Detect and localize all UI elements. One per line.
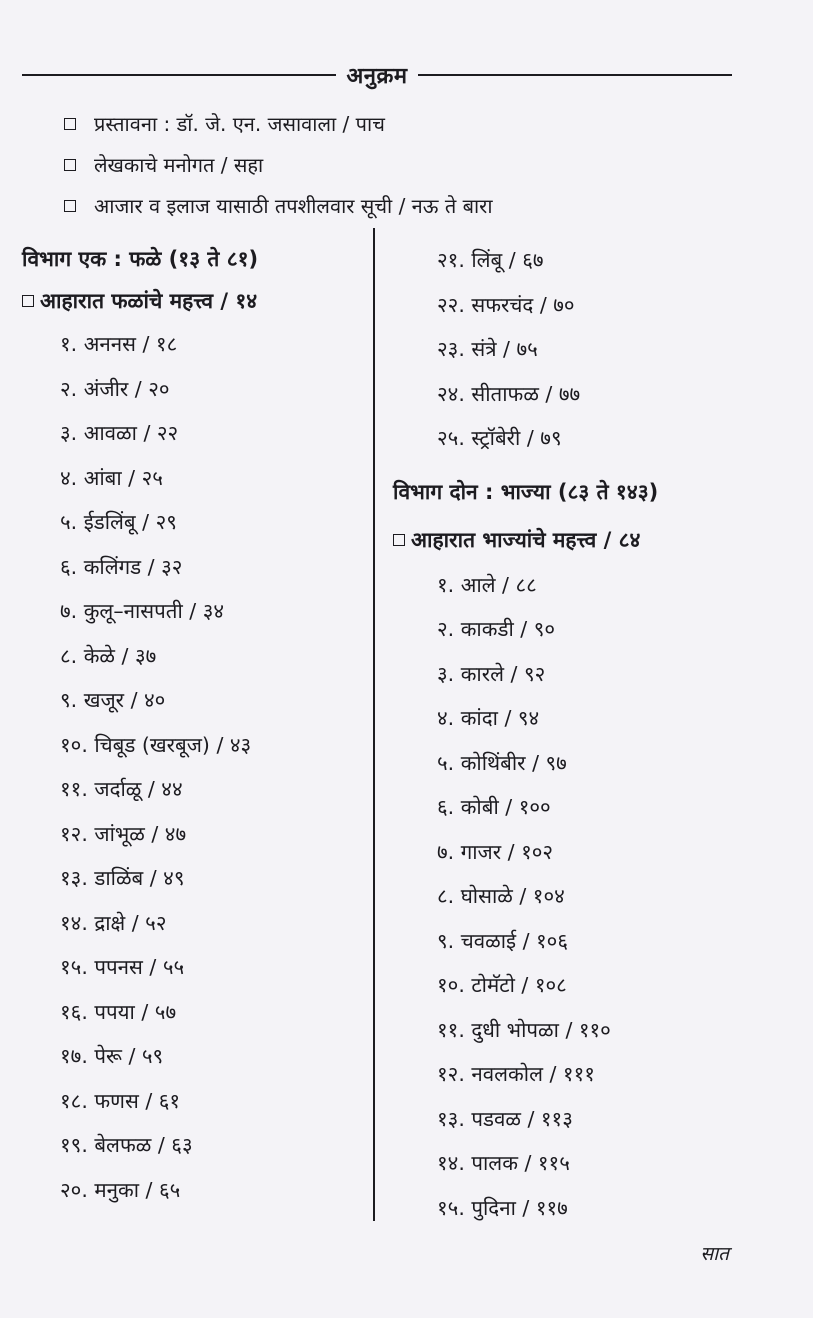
intro-item-label: लेखकाचे मनोगत / सहा: [94, 153, 264, 177]
list-item: २४. सीताफळ / ७७: [437, 381, 581, 406]
list-item: ११. जर्दाळू / ४४: [60, 777, 183, 801]
list-item: ३. कारले / ९२: [437, 661, 546, 686]
list-item: ३. आवळा / २२: [60, 421, 179, 445]
list-item: ८. केळे / ३७: [60, 643, 157, 668]
list-item: ११. दुधी भोपळा / ११०: [437, 1017, 611, 1042]
page-number: सात: [700, 1243, 729, 1265]
list-item: ९. खजूर / ४०: [60, 688, 166, 712]
list-item: ६. कलिंगड / ३२: [60, 554, 183, 579]
list-item: २५. स्ट्रॉबेरी / ७९: [437, 426, 562, 450]
intro-item: [64, 185, 493, 226]
checkbox-square-icon: [64, 200, 76, 212]
intro-item-label: प्रस्तावना : डॉ. जे. एन. जसावाला / पाच: [94, 112, 385, 136]
list-item: २१. लिंबू / ६७: [437, 248, 544, 272]
column-divider: [373, 228, 375, 1221]
list-item: १५. पपनस / ५५: [60, 955, 185, 979]
contents-header: [22, 58, 732, 92]
list-item: ८. घोसाळे / १०४: [437, 884, 565, 908]
intro-item-label: आजार व इलाज यासाठी तपशीलवार सूची / नऊ ते बारा: [94, 194, 493, 218]
fruits-column: [22, 238, 367, 1212]
list-item: ४. आंबा / २५: [60, 465, 163, 490]
list-item: २२. सफरचंद / ७०: [437, 292, 575, 317]
list-item: १६. पपया / ५७: [60, 999, 177, 1024]
list-item: २०. मनुका / ६५: [60, 1177, 181, 1202]
intro-item: [64, 103, 493, 144]
vegetables-importance-label: आहारात भाज्यांचे महत्त्व / ८४: [411, 527, 641, 552]
list-item: १३. पडवळ / ११३: [437, 1106, 573, 1131]
list-item: १९. बेलफळ / ६३: [60, 1133, 193, 1157]
list-item: २३. संत्रे / ७५: [437, 337, 538, 361]
header-rule-right: [418, 74, 732, 76]
checkbox-square-icon: [393, 534, 405, 546]
list-item: २. काकडी / ९०: [437, 617, 556, 641]
intro-item: [64, 144, 493, 185]
list-item: ४. कांदा / ९४: [437, 706, 540, 730]
list-item: १४. पालक / ११५: [437, 1151, 570, 1175]
list-item: १८. फणस / ६१: [60, 1088, 181, 1113]
header-rule-left: [22, 74, 336, 76]
list-item: १४. द्राक्षे / ५२: [60, 910, 167, 935]
section-heading-fruits: विभाग एक : फळे (१३ ते ८१): [22, 247, 259, 271]
list-item: ७. कुलू–नासपती / ३४: [60, 599, 225, 623]
checkbox-square-icon: [64, 118, 76, 130]
list-item: १०. टोमॅटो / १०८: [437, 973, 567, 997]
checkbox-square-icon: [22, 295, 34, 307]
fruits-importance-heading: [22, 280, 367, 322]
vegetables-column: [393, 238, 793, 1230]
list-item: ७. गाजर / १०२: [437, 839, 554, 864]
contents-title: अनुक्रम: [346, 64, 408, 89]
list-item: १२. जांभूळ / ४७: [60, 821, 187, 846]
checkbox-square-icon: [64, 159, 76, 171]
list-item: ६. कोबी / १००: [437, 795, 551, 819]
vegetables-importance-heading: [393, 519, 793, 561]
list-item: २. अंजीर / २०: [60, 376, 170, 401]
section-heading-vegetables: विभाग दोन : भाज्या (८३ ते १४३): [393, 479, 659, 504]
list-item: ५. ईडलिंबू / २९: [60, 510, 177, 534]
intro-list: [64, 103, 493, 226]
list-item: १. अननस / १८: [60, 332, 178, 356]
fruits-importance-label: आहारात फळांचे महत्त्व / १४: [40, 289, 258, 313]
list-item: १७. पेरू / ५९: [60, 1044, 164, 1068]
list-item: १. आले / ८८: [437, 572, 537, 597]
list-item: ९. चवळाई / १०६: [437, 928, 568, 953]
list-item: १२. नवलकोल / १११: [437, 1062, 595, 1086]
list-item: ५. कोथिंबीर / ९७: [437, 750, 567, 775]
list-item: १३. डाळिंब / ४९: [60, 866, 185, 890]
list-item: १०. चिबूड (खरबूज) / ४३: [60, 732, 252, 757]
list-item: १५. पुदिना / ११७: [437, 1195, 568, 1220]
